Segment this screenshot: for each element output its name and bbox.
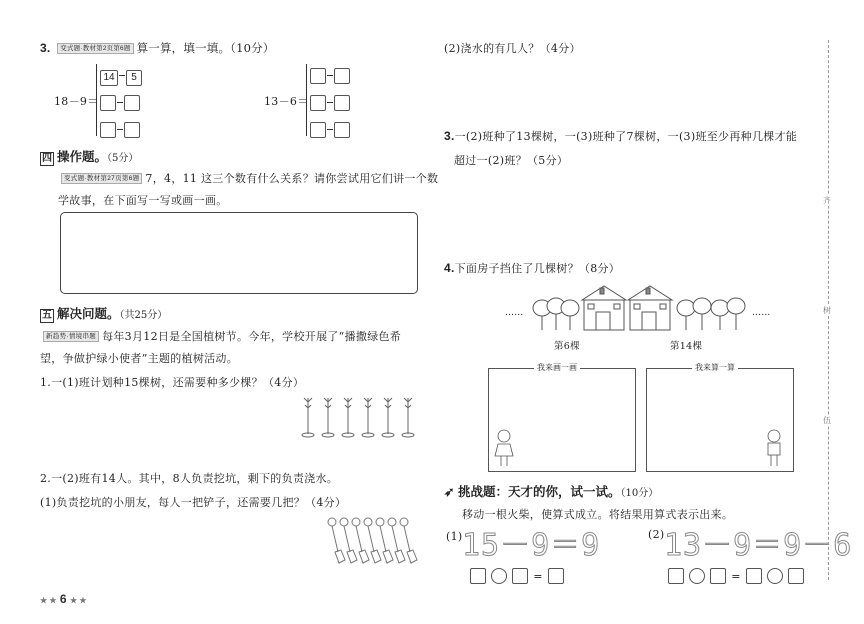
operator-circle[interactable] bbox=[767, 568, 783, 584]
section-5-q2: 2.一(2)班有14人。其中，8人负责挖坑，剩下的负责浇水。 bbox=[40, 472, 339, 485]
answer-box[interactable] bbox=[512, 568, 528, 584]
left-q3-expr-2: 13－6＝ bbox=[264, 95, 309, 108]
right-q4-heading: 4.下面房子挡住了几棵树？（8分） bbox=[444, 261, 621, 275]
answer-box[interactable] bbox=[334, 122, 350, 138]
split-row-2a bbox=[310, 65, 350, 84]
operator-circle[interactable] bbox=[689, 568, 705, 584]
challenge-instruction: 移动一根火柴，使算式成立。将结果用算式表示出来。 bbox=[462, 508, 734, 521]
label-14th-tree: 第14棵 bbox=[670, 341, 703, 352]
split-row-1c bbox=[100, 119, 140, 138]
calc-frame-title: 我来算一算 bbox=[692, 362, 738, 373]
answer-box[interactable] bbox=[788, 568, 804, 584]
challenge-heading bbox=[444, 482, 658, 500]
section-4-title: 操作题。 bbox=[57, 150, 108, 164]
draw-frame-title: 我来画一画 bbox=[534, 362, 580, 373]
answer-box[interactable] bbox=[334, 95, 350, 111]
rocket-icon: ➶ bbox=[444, 485, 455, 499]
answer-box[interactable] bbox=[124, 122, 140, 138]
section-5-q2-1: (1)负责挖坑的小朋友，每人一把铲子，还需要几把？（4分） bbox=[40, 496, 347, 509]
section-5-tag: 新趋势·情境串题 bbox=[43, 331, 99, 342]
section-4-tag: 变式题·教材第27页第6题 bbox=[61, 173, 142, 184]
drawing-area[interactable] bbox=[60, 212, 418, 294]
section-5-intro-1: 新趋势·情境串题 每年3月12日是全国植树节。今年，学校开展了“播撒绿色希 bbox=[40, 328, 401, 344]
answer-box[interactable] bbox=[310, 68, 326, 84]
section-5-intro-2: 望，争做护绿小使者”主题的植树活动。 bbox=[40, 352, 239, 365]
section-4-heading bbox=[40, 147, 138, 166]
puzzle-1-label: (1) bbox=[446, 530, 463, 543]
girl-figure bbox=[494, 428, 514, 468]
answer-box[interactable] bbox=[100, 122, 116, 138]
answer-box[interactable] bbox=[470, 568, 486, 584]
section-4-score: （5分） bbox=[107, 153, 139, 164]
challenge-score: （10分） bbox=[620, 488, 659, 499]
section-5-score: （共25分） bbox=[119, 310, 168, 321]
right-q3-number: 3. bbox=[444, 129, 455, 143]
puzzle-2-label: (2) bbox=[648, 528, 665, 541]
split-row-1a bbox=[100, 65, 142, 86]
side-char-1: 齐 bbox=[823, 196, 832, 205]
right-q2-2: (2)浇水的有几人？（4分） bbox=[444, 42, 581, 55]
dots-left: …… bbox=[505, 308, 524, 318]
answer-box[interactable] bbox=[548, 568, 564, 584]
side-char-3: 伍 bbox=[823, 416, 832, 425]
answer-box[interactable] bbox=[310, 95, 326, 111]
answer-box[interactable] bbox=[124, 95, 140, 111]
section-4-line-1: 变式题·教材第27页第6题 7，4，11 这三个数有什么关系？请你尝试用它们讲一个数 bbox=[58, 170, 438, 186]
section-5-q1: 1.一(1)班计划种15棵树，还需要种多少棵？（4分） bbox=[40, 376, 305, 389]
answer-box[interactable] bbox=[710, 568, 726, 584]
answer-box[interactable] bbox=[310, 122, 326, 138]
boy-figure bbox=[764, 428, 784, 468]
left-q3-title: 算一算，填一填。（10分） bbox=[136, 41, 275, 55]
shovels-illustration bbox=[322, 516, 418, 566]
label-6th-tree: 第6棵 bbox=[554, 341, 580, 352]
left-q3-expr-1: 18－9＝ bbox=[54, 95, 99, 108]
puzzle-2-answer: = bbox=[668, 565, 804, 584]
left-q3-tag: 变式题·教材第2页第6题 bbox=[57, 43, 133, 54]
answer-box[interactable] bbox=[668, 568, 684, 584]
section-5-box: 五 bbox=[42, 310, 52, 321]
right-q4-number: 4. bbox=[444, 261, 455, 275]
section-4-line-2: 学故事，在下面写一写或画一画。 bbox=[58, 194, 228, 207]
dots-right: …… bbox=[752, 308, 771, 318]
houses-trees-illustration bbox=[530, 284, 752, 336]
answer-box[interactable] bbox=[100, 95, 116, 111]
operator-circle[interactable] bbox=[491, 568, 507, 584]
right-q3-line-2: 超过一(2)班？（5分） bbox=[454, 154, 569, 167]
puzzle-1-answer: = bbox=[470, 565, 564, 584]
puzzle-2-expression: 13－9＝9－6 bbox=[664, 528, 853, 563]
left-q3-number: 3. bbox=[40, 41, 51, 55]
given-box-5: 5 bbox=[126, 70, 142, 86]
split-row-2b bbox=[310, 92, 350, 111]
given-box-14: 14 bbox=[100, 70, 118, 86]
page-number: ★ ★ 6 ★ ★ bbox=[40, 592, 87, 606]
left-q3-heading bbox=[40, 40, 275, 56]
section-5-heading bbox=[40, 304, 167, 323]
puzzle-1-expression: 15－9＝9 bbox=[462, 528, 601, 563]
split-row-1b bbox=[100, 92, 140, 111]
answer-box[interactable] bbox=[746, 568, 762, 584]
split-row-2c bbox=[310, 119, 350, 138]
answer-box[interactable] bbox=[334, 68, 350, 84]
section-4-box: 四 bbox=[42, 153, 52, 164]
saplings-illustration bbox=[300, 392, 420, 440]
right-q3-line-1: 3.一(2)班种了13棵树，一(3)班种了7棵树，一(3)班至少再种几棵才能 bbox=[444, 129, 798, 143]
challenge-title: 挑战题：天才的你，试一试。 bbox=[457, 485, 621, 499]
section-5-title: 解决问题。 bbox=[57, 307, 120, 321]
side-char-2: 树 bbox=[823, 306, 832, 315]
